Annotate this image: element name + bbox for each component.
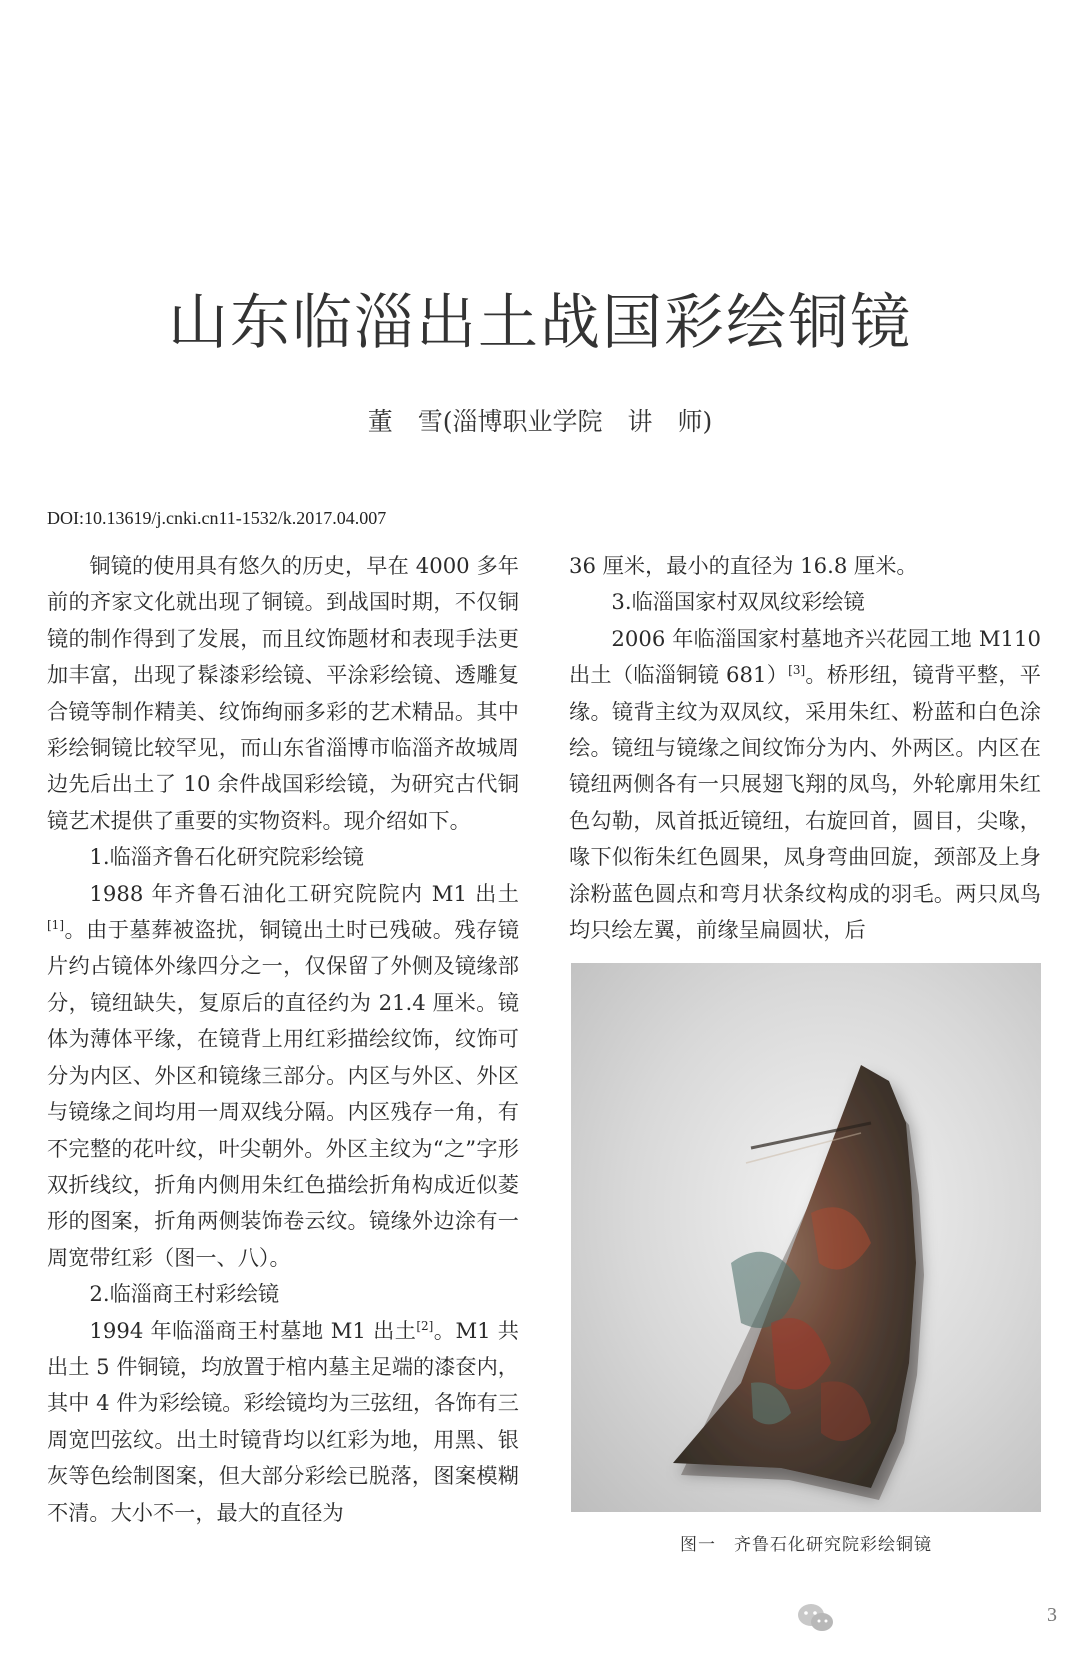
- mirror-fragment-photo: [571, 963, 1041, 1512]
- section-3-paragraph: 2006 年临淄国家村墓地齐兴花园工地 M110 出土（临淄铜镜 681）[3]。桥形纽，镜背平整，平缘。镜背主纹为双凤纹，采用朱红、粉蓝和白色涂绘。镜纽与镜缘之间纹饰分为内、外两区。内区在镜纽两侧各有一只展翅飞翔的凤鸟，外轮廓用朱红色勾勒，凤首抵近镜纽，右旋回首，圆目，尖喙，喙下似衔朱红色圆果，凤身弯曲回旋，颈部及上身涂粉蓝色圆点和弯月状条纹构成的羽毛。两只凤鸟均只绘左翼，前缘呈扁圆状，后: [569, 625, 1041, 943]
- section-heading-2: 2.临淄商王村彩绘镜: [89, 1281, 280, 1307]
- section-heading-1: 1.临淄齐鲁石化研究院彩绘镜: [89, 844, 364, 870]
- left-column: [47, 548, 519, 1531]
- doi-line: DOI:10.13619/j.cnki.cn11-1532/k.2017.04.007: [47, 508, 387, 528]
- wechat-icon: [796, 1600, 836, 1636]
- right-column: [569, 548, 1041, 948]
- intro-paragraph: 铜镜的使用具有悠久的历史，早在 4000 多年前的齐家文化就出现了铜镜。到战国时期，不仅铜镜的制作得到了发展，而且纹饰题材和表现手法更加丰富，出现了髹漆彩绘镜、平涂彩绘镜、透雕复合镜等制作精美、纹饰绚丽多彩的艺术精品。其中彩绘铜镜比较罕见，而山东省淄博市临淄齐故城周边先后出土了 10 余件战国彩绘镜，为研究古代铜镜艺术提供了重要的实物资料。现介绍如下。: [47, 553, 519, 833]
- mirror-fragment-illustration: [571, 963, 1041, 1512]
- reference-marker: [1]: [47, 918, 64, 932]
- figure-caption: 图一 齐鲁石化研究院彩绘铜镜: [680, 1535, 932, 1555]
- reference-marker: [3]: [788, 663, 806, 678]
- reference-marker: [2]: [416, 1318, 434, 1333]
- wechat-watermark: [796, 1600, 1056, 1640]
- section-2-paragraph: 1994 年临淄商王村墓地 M1 出土[2]。M1 共出土 5 件铜镜，均放置于棺内墓主足端的漆奁内，其中 4 件为彩绘镜。彩绘镜均为三弦纽，各饰有三周宽凹弦纹。出土时镜背均以红彩为地，用黑、银灰等色绘制图案，但大部分彩绘已脱落，图案模糊不清。大小不一，最大的直径为: [47, 1317, 519, 1525]
- section-1-paragraph: 1988 年齐鲁石油化工研究院院内 M1 出土[1]。由于墓葬被盗扰，铜镜出土时已残破。残存镜片约占镜体外缘四分之一，仅保留了外侧及镜缘部分，镜纽缺失，复原后的直径约为 21.4 厘米。镜体为薄体平缘，在镜背上用红彩描绘纹饰，纹饰可分为内区、外区和镜缘三部分。内区与外区、外区与镜缘之间均用一周双线分隔。内区残存一角，有不完整的花叶纹，叶尖朝外。外区主纹为“之”字形双折线纹，折角内侧用朱红色描绘折角构成近似菱形的图案，折角两侧装饰卷云纹。镜缘外边涂有一周宽带红彩（图一、八）。: [47, 880, 519, 1270]
- continued-paragraph: 36 厘米，最小的直径为 16.8 厘米。: [569, 553, 918, 578]
- author-line: 董 雪(淄博职业学院 讲 师): [367, 407, 713, 436]
- page-number: 3: [1047, 1604, 1057, 1626]
- section-heading-3: 3.临淄国家村双凤纹彩绘镜: [611, 589, 865, 615]
- article-title: 山东临淄出土战国彩绘铜镜: [168, 288, 912, 359]
